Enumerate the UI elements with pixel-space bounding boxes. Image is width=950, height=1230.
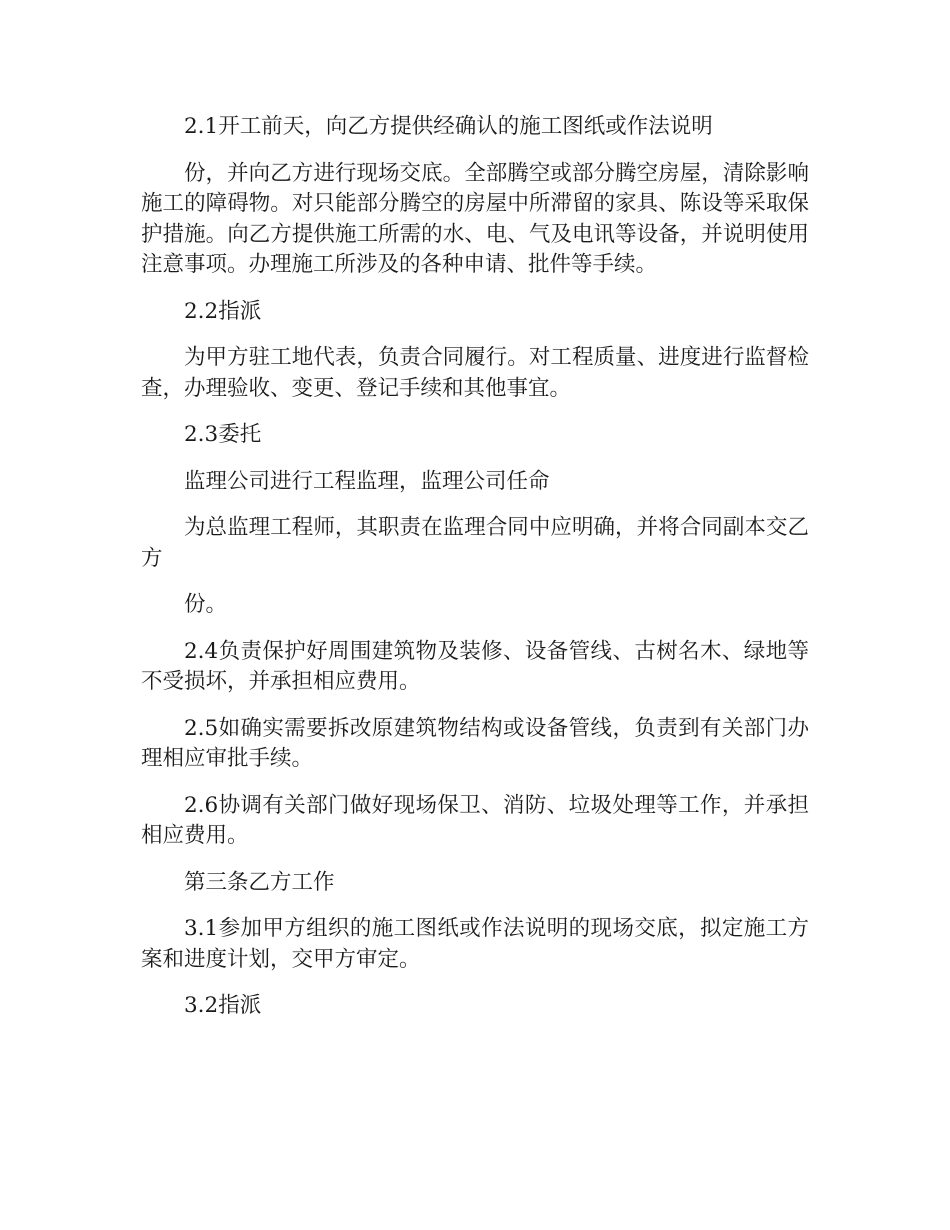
paragraph-3-2: 3.2指派 bbox=[184, 993, 262, 1018]
paragraph-2-3-copies: 份。 bbox=[184, 592, 228, 617]
paragraph-2-6: 2.6协调有关部门做好现场保卫、消防、垃圾处理等工作，并承担相应费用。 bbox=[141, 792, 809, 848]
paragraph-2-2-body: 为甲方驻工地代表，负责合同履行。对工程质量、进度进行监督检查，办理验收、变更、登记手续和其他事宜。 bbox=[141, 345, 809, 401]
paragraph-2-1-continued: 份，并向乙方进行现场交底。全部腾空或部分腾空房屋，清除影响施工的障碍物。对只能部分腾空的房屋中所滞留的家具、陈设等采取保护措施。向乙方提供施工所需的水、电、气及电讯等设备，并说明使用注意事项。办理施工所涉及的各种申请、批件等手续。 bbox=[141, 160, 809, 277]
paragraph-2-2: 2.2指派 bbox=[184, 298, 262, 324]
paragraph-2-3-duty: 为总监理工程师，其职责在监理合同中应明确，并将合同副本交乙方 bbox=[141, 515, 809, 571]
paragraph-2-5: 2.5如确实需要拆改原建筑物结构或设备管线，负责到有关部门办理相应审批手续。 bbox=[141, 715, 809, 771]
paragraph-2-3-body: 监理公司进行工程监理，监理公司任命 bbox=[184, 468, 550, 494]
paragraph-2-3: 2.3委托 bbox=[184, 422, 262, 447]
paragraph-2-4: 2.4负责保护好周围建筑物及装修、设备管线、古树名木、绿地等不受损坏，并承担相应费用。 bbox=[141, 638, 809, 694]
document-page bbox=[141, 112, 809, 1038]
paragraph-3-1: 3.1参加甲方组织的施工图纸或作法说明的现场交底，拟定施工方案和进度计划，交甲方审定。 bbox=[141, 916, 809, 972]
section-heading-article-3: 第三条乙方工作 bbox=[184, 869, 335, 895]
paragraph-2-1: 2.1开工前天，向乙方提供经确认的施工图纸或作法说明 bbox=[184, 114, 713, 139]
